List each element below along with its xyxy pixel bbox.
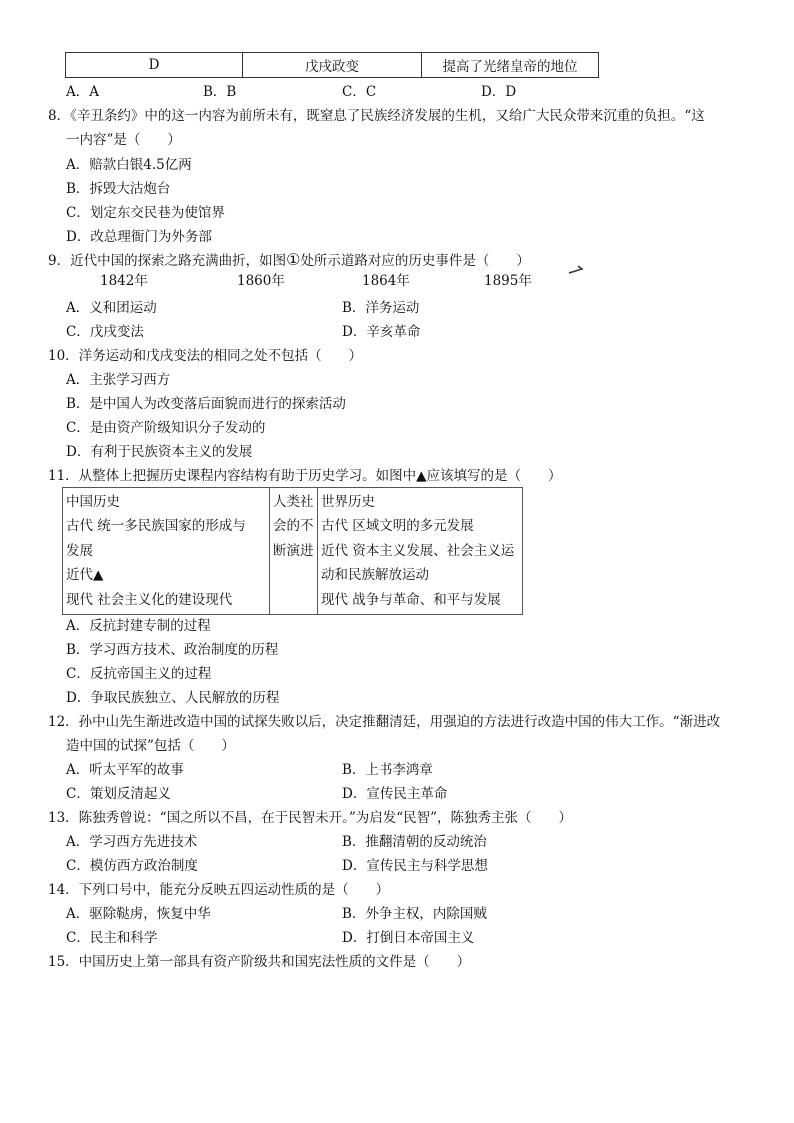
q15-stem: 15．中国历史上第一部具有资产阶级共和国宪法性质的文件是（ ）	[48, 954, 471, 970]
q8-option-c: C．划定东交民巷为使馆界	[66, 205, 225, 221]
q12-stem-line2: 造中国的试探”包括（ ）	[66, 738, 235, 754]
q12-option-c: C．策划反清起义	[66, 786, 171, 802]
q13-stem: 13．陈独秀曾说：“国之所以不昌，在于民智未开。”为启发“民智”，陈独秀主张（ ）	[48, 810, 573, 826]
q9-stem	[48, 250, 530, 271]
q8-stem-line2: 一内容”是（ ）	[66, 132, 181, 148]
table-line: 发展	[66, 542, 93, 559]
table-line: 近代 资本主义发展、社会主义运	[321, 542, 515, 559]
q14-stem: 14．下列口号中，能充分反映五四运动性质的是（ ）	[48, 882, 390, 898]
table-row	[63, 488, 523, 615]
table-line: 现代 战争与革命、和平与发展	[321, 591, 501, 608]
q8-option-d: D．改总理衙门为外务部	[66, 229, 212, 245]
q12-option-b: B．上书李鸿章	[342, 762, 433, 778]
table-cell: 提高了光绪皇帝的地位	[422, 53, 599, 78]
table-line: 人类社	[273, 494, 314, 510]
q7-option-d: D．D	[481, 84, 517, 100]
q13-option-b: B．推翻清朝的反动统治	[342, 834, 487, 850]
table-line: 会的不	[273, 518, 314, 535]
q8-option-a: A．赔款白银4.5亿两	[66, 157, 192, 173]
q12-option-a: A．听太平军的故事	[66, 762, 184, 778]
table-line: 世界历史	[321, 494, 375, 510]
q11-option-a: A．反抗封建专制的过程	[66, 618, 211, 634]
q7-option-b: B．B	[203, 84, 237, 100]
q13-option-c: C．模仿西方政治制度	[66, 858, 198, 874]
q14-option-d: D．打倒日本帝国主义	[342, 930, 475, 946]
q9-stem-a: 9．近代中国的探索之路充满曲折，如图	[48, 253, 287, 269]
q12-stem-line1: 12．孙中山先生渐进改造中国的试探失败以后，决定推翻清廷，用强迫的方法进行改造中国的伟大工作。“渐进改	[48, 714, 721, 730]
course-structure-table	[62, 487, 523, 615]
timeline-year: 1860年	[237, 273, 285, 289]
table-line: 现代 社会主义化的建设现代	[66, 591, 233, 608]
q7-option-a: A．A	[66, 84, 99, 100]
chinese-history-cell	[63, 488, 270, 615]
world-history-cell	[318, 488, 523, 615]
q10-option-c: C．是由资产阶级知识分子发动的	[66, 420, 266, 436]
arrow-icon	[568, 264, 584, 276]
q7-table	[65, 52, 599, 78]
q13-option-d: D．宣传民主与科学思想	[342, 858, 488, 874]
q12-option-d: D．宣传民主革命	[342, 786, 448, 802]
q14-option-b: B．外争主权，内除国贼	[342, 906, 487, 922]
timeline-year: 1842年	[100, 273, 148, 289]
q14-option-a: A．驱除鞑虏，恢复中华	[66, 906, 211, 922]
q9-circle-marker: ①	[286, 250, 301, 269]
human-society-cell	[270, 488, 318, 615]
q10-option-b: B．是中国人为改变落后面貌而进行的探索活动	[66, 396, 346, 412]
q10-option-a: A．主张学习西方	[66, 372, 171, 388]
timeline-year: 1895年	[484, 273, 532, 289]
q9-option-a: A．义和团运动	[66, 300, 157, 316]
table-line: 中国历史	[66, 494, 120, 510]
q9-stem-b: 处所示道路对应的历史事件是（ ）	[300, 253, 530, 269]
q9-option-b: B．洋务运动	[342, 300, 420, 316]
table-line: 动和民族解放运动	[321, 567, 429, 584]
q11-option-b: B．学习西方技术、政治制度的历程	[66, 642, 279, 658]
timeline-year: 1864年	[362, 273, 410, 289]
q11-stem: 11．从整体上把握历史课程内容结构有助于历史学习。如图中▲应该填写的是（ ）	[48, 468, 562, 484]
q8-option-b: B．拆毁大沽炮台	[66, 181, 171, 197]
q10-stem: 10．洋务运动和戊戌变法的相同之处不包括（ ）	[48, 348, 363, 364]
table-line: 古代 统一多民族国家的形成与	[66, 518, 246, 535]
q10-option-d: D．有利于民族资本主义的发展	[66, 444, 253, 460]
q13-option-a: A．学习西方先进技术	[66, 834, 198, 850]
table-row	[66, 53, 599, 78]
q8-stem-line1: 8．《辛丑条约》中的这一内容为前所未有，既窒息了民族经济发展的生机，又给广大民众带来沉重的负担。“这	[48, 108, 705, 124]
table-cell: 戊戌政变	[243, 53, 422, 78]
q11-option-d: D．争取民族独立、人民解放的历程	[66, 690, 280, 706]
table-line: 断演进	[273, 542, 314, 559]
q11-option-c: C．反抗帝国主义的过程	[66, 666, 212, 682]
q7-option-c: C．C	[342, 84, 377, 100]
q9-option-c: C．戊戌变法	[66, 324, 144, 340]
table-line: 古代 区域文明的多元发展	[321, 518, 474, 535]
q9-option-d: D．辛亥革命	[342, 324, 421, 340]
q14-option-c: C．民主和科学	[66, 930, 158, 946]
table-line: 近代▲	[66, 567, 104, 584]
table-cell: D	[66, 53, 243, 78]
